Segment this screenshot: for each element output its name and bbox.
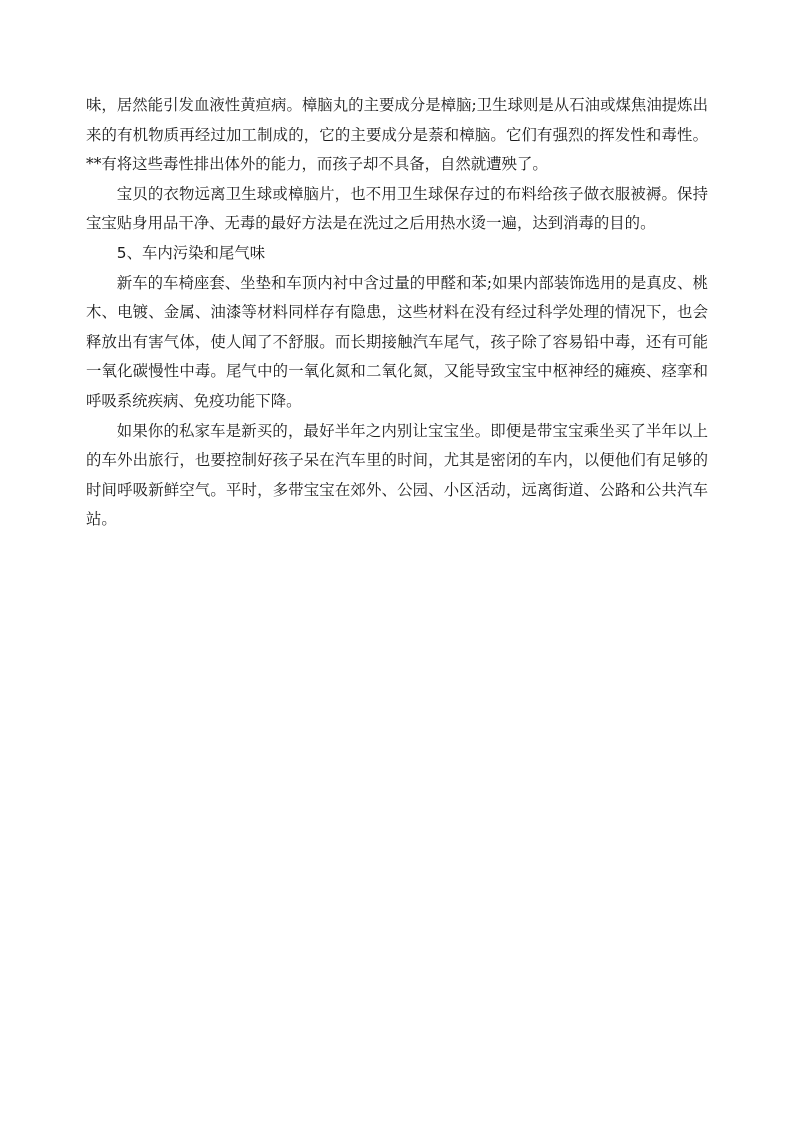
paragraph-mothball-advice: 宝贝的衣物远离卫生球或樟脑片，也不用卫生球保存过的布料给孩子做衣服被褥。保持宝宝贴身用品干净、无毒的最好方法是在洗过之后用热水烫一遍，达到消毒的目的。 (86, 184, 708, 233)
section-heading-car-pollution: 5、车内污染和尾气味 (116, 243, 266, 262)
paragraph-car-pollution: 新车的车椅座套、坐垫和车顶内衬中含过量的甲醛和苯;如果内部装饰选用的是真皮、桃木、电镀、金属、油漆等材料同样存有隐患，这些材料在没有经过科学处理的情况下，也会释放出有害气体，使人闻了不舒服。而长期接触汽车尾气，孩子除了容易铅中毒，还有可能一氧化碳慢性中毒。尾气中的一氧化氮和二氧化氮，又能导致宝宝中枢神经的瘫痪、痉挛和呼吸系统疾病、免疫功能下降。 (86, 273, 708, 410)
article-body (86, 91, 708, 535)
paragraph-continuation: 味，居然能引发血液性黄疸病。樟脑丸的主要成分是樟脑;卫生球则是从石油或煤焦油提炼出来的有机物质再经过加工制成的，它的主要成分是萘和樟脑。它们有强烈的挥发性和毒性。**有将这些毒性排出体外的能力，而孩子却不具备，自然就遭殃了。 (86, 96, 708, 174)
paragraph-new-car-advice: 如果你的私家车是新买的，最好半年之内别让宝宝坐。即便是带宝宝乘坐买了半年以上的车外出旅行，也要控制好孩子呆在汽车里的时间，尤其是密闭的车内，以便他们有足够的时间呼吸新鲜空气。平时，多带宝宝在郊外、公园、小区活动，远离街道、公路和公共汽车站。 (86, 421, 708, 529)
